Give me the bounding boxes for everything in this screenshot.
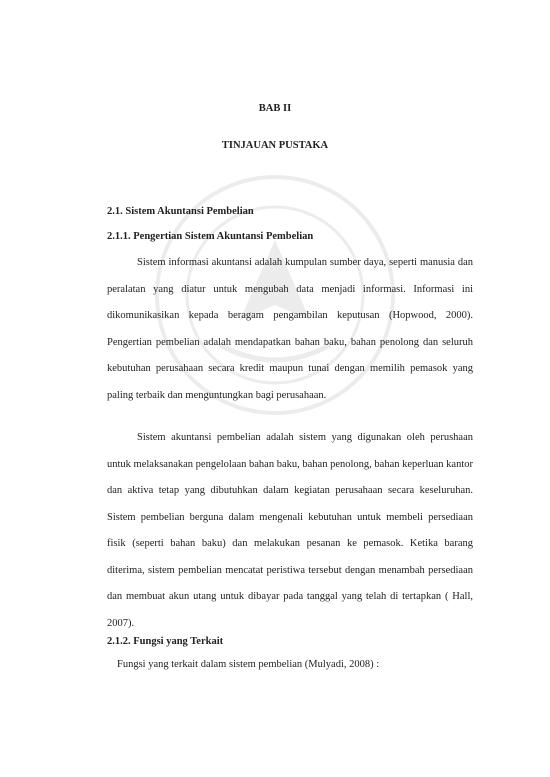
paragraph-1-text: Sistem informasi akuntansi adalah kumpulan sumber daya, seperti manusia dan peralatan yang diatur untuk mengubah data menjadi informasi. Informasi ini dikomunikasikan kepada beragam pengambilan keputusan (Hopwood, 2000). Pengertian pembelian adalah mendapatkan bahan baku, bahan penolong dan seluruh kebutuhan perusahaan secara kredit maupun tunai dengan memilih pemasok yang paling terbaik dan menguntungkan bagi perusahaan.: [107, 257, 473, 401]
section-heading-2-1: 2.1. Sistem Akuntansi Pembelian: [107, 206, 254, 217]
chapter-title: TINJAUAN PUSTAKA: [221, 140, 329, 151]
section-heading-2-1-2: 2.1.2. Fungsi yang Terkait: [107, 636, 224, 647]
paragraph-2: [107, 425, 473, 637]
section-heading-2-1-1: 2.1.1. Pengertian Sistem Akuntansi Pembelian: [107, 231, 314, 242]
paragraph-2-text: Sistem akuntansi pembelian adalah sistem yang digunakan oleh perushaan untuk melaksanakan pengelolaan bahan baku, bahan penolong, bahan keperluan kantor dan aktiva tetap yang dibutuhkan dalam kegiatan perusahaan secara keseluruhan. Sistem pembelian berguna dalam mengenali kebutuhan untuk membeli persediaan fisik (seperti bahan baku) dan melakukan pesanan ke pemasok. Ketika barang diterima, sistem pembelian mencatat peristiwa tersebut dengan menambah persediaan dan membuat akun utang untuk dibayar pada tanggal yang telah di tertapkan ( Hall, 2007).: [107, 432, 473, 629]
paragraph-3: Fungsi yang terkait dalam sistem pembelian (Mulyadi, 2008) :: [117, 659, 380, 670]
chapter-number: BAB II: [258, 103, 292, 114]
paragraph-1: [107, 250, 473, 409]
